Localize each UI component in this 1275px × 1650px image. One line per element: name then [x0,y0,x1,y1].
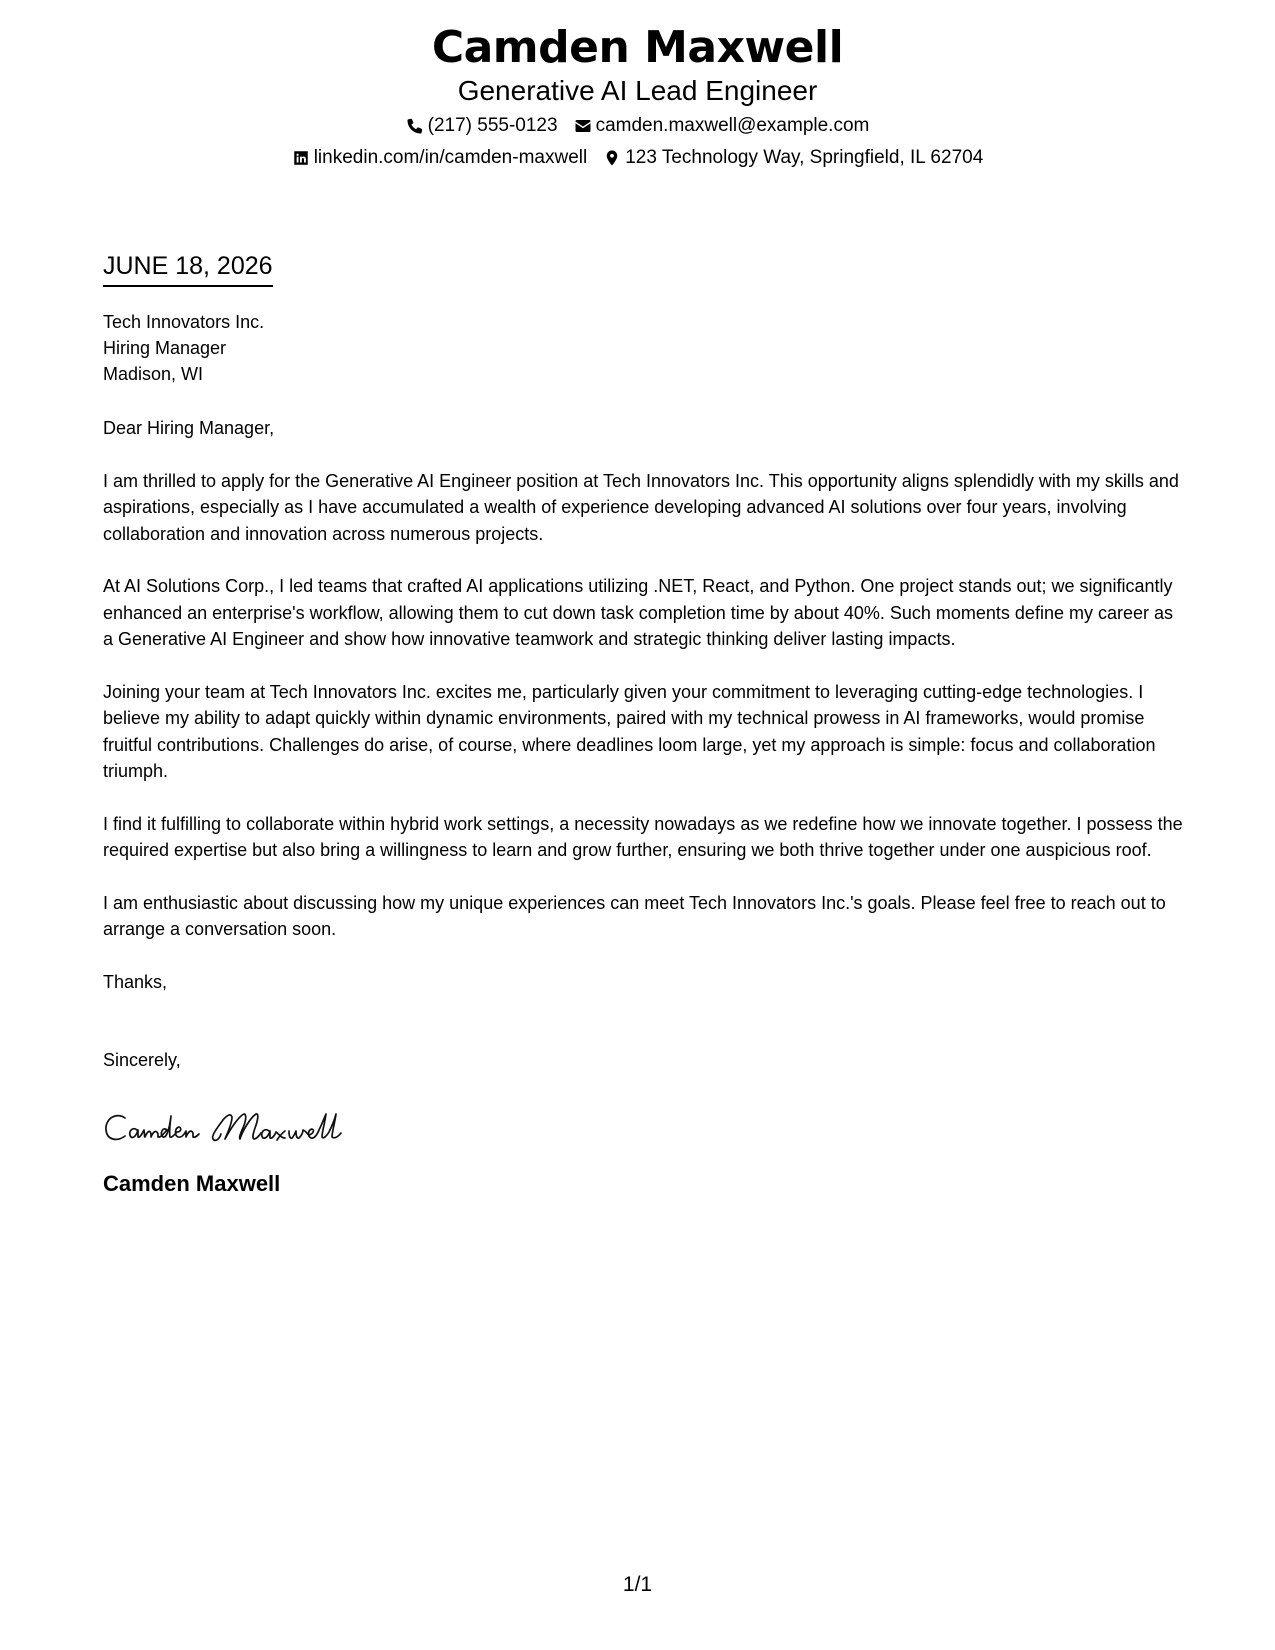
salutation: Dear Hiring Manager, [103,418,275,438]
page-number: 1/1 [622,1573,653,1596]
phone-text: (217) 555-0123 [427,115,558,136]
email-link[interactable]: camden.maxwell@example.com [595,115,870,136]
map-marker-icon [603,149,621,167]
recipient-attention: Hiring Manager [103,338,227,358]
closing-line: Sincerely, [103,1050,181,1070]
linkedin-icon [292,149,310,167]
body-paragraph: I find it fulfilling to collaborate within hybrid work settings, a necessity nowadays as we redefine how we innovate together. I possess the required expertise but also bring a willingness to learn and grow further, ensuring we both thrive together under one auspicious roof. [103,813,1183,860]
contact-line-secondary [0,146,1275,170]
body-paragraph: Joining your team at Tech Innovators Inc. excites me, particularly given your commitment to leveraging cutting-edge technologies. I believe my ability to adapt quickly within dynamic environments, paired with my technical prowess in AI frameworks, would promise fruitful contributions. Challenges do arise, of course, where deadlines loom large, yet my approach is simple: focus and collaboration triumph. [103,681,1156,781]
body-paragraph: At AI Solutions Corp., I led teams that crafted AI applications utilizing .NET, React, and Python. One project stands out; we significantly enhanced an enterprise's workflow, allowing them to cut down task completion time by about 40%. Such moments define my career as a Generative AI Engineer and show how innovative teamwork and strategic thinking deliver lasting impacts. [103,576,1173,649]
address-text: 123 Technology Way, Springfield, IL 62704 [625,147,984,168]
signed-name: Camden Maxwell [103,1170,281,1196]
thanks-line: Thanks, [103,971,168,992]
recipient-company: Tech Innovators Inc. [103,312,265,332]
signature-graphic [103,1104,373,1152]
phone-icon [406,117,424,135]
body-paragraph: I am thrilled to apply for the Generative AI Engineer position at Tech Innovators Inc. This opportunity aligns splendidly with my skills and aspirations, especially as I have accumulated a wealth of experience developing advanced AI solutions over four years, involving collaboration and innovation across numerous projects. [103,470,1179,544]
contact-email[interactable] [574,114,870,138]
letter-body [103,250,1183,1198]
recipient-block [103,309,1183,387]
contact-linkedin[interactable] [292,146,588,170]
contact-address [603,146,983,170]
body-paragraph: I am enthusiastic about discussing how my unique experiences can meet Tech Innovators Inc.'s goals. Please feel free to reach out to arrange a conversation soon. [103,892,1166,939]
envelope-icon [574,117,592,135]
applicant-title: Generative AI Lead Engineer [457,75,818,106]
contact-phone [406,114,558,138]
applicant-name: Camden Maxwell [431,22,844,73]
linkedin-link[interactable]: linkedin.com/in/camden-maxwell [313,147,588,168]
handwritten-signature [103,1104,1183,1152]
letter-date: JUNE 18, 2026 [103,250,273,287]
recipient-location: Madison, WI [103,364,204,384]
letter-header [0,22,1275,170]
contact-line-primary [0,114,1275,138]
